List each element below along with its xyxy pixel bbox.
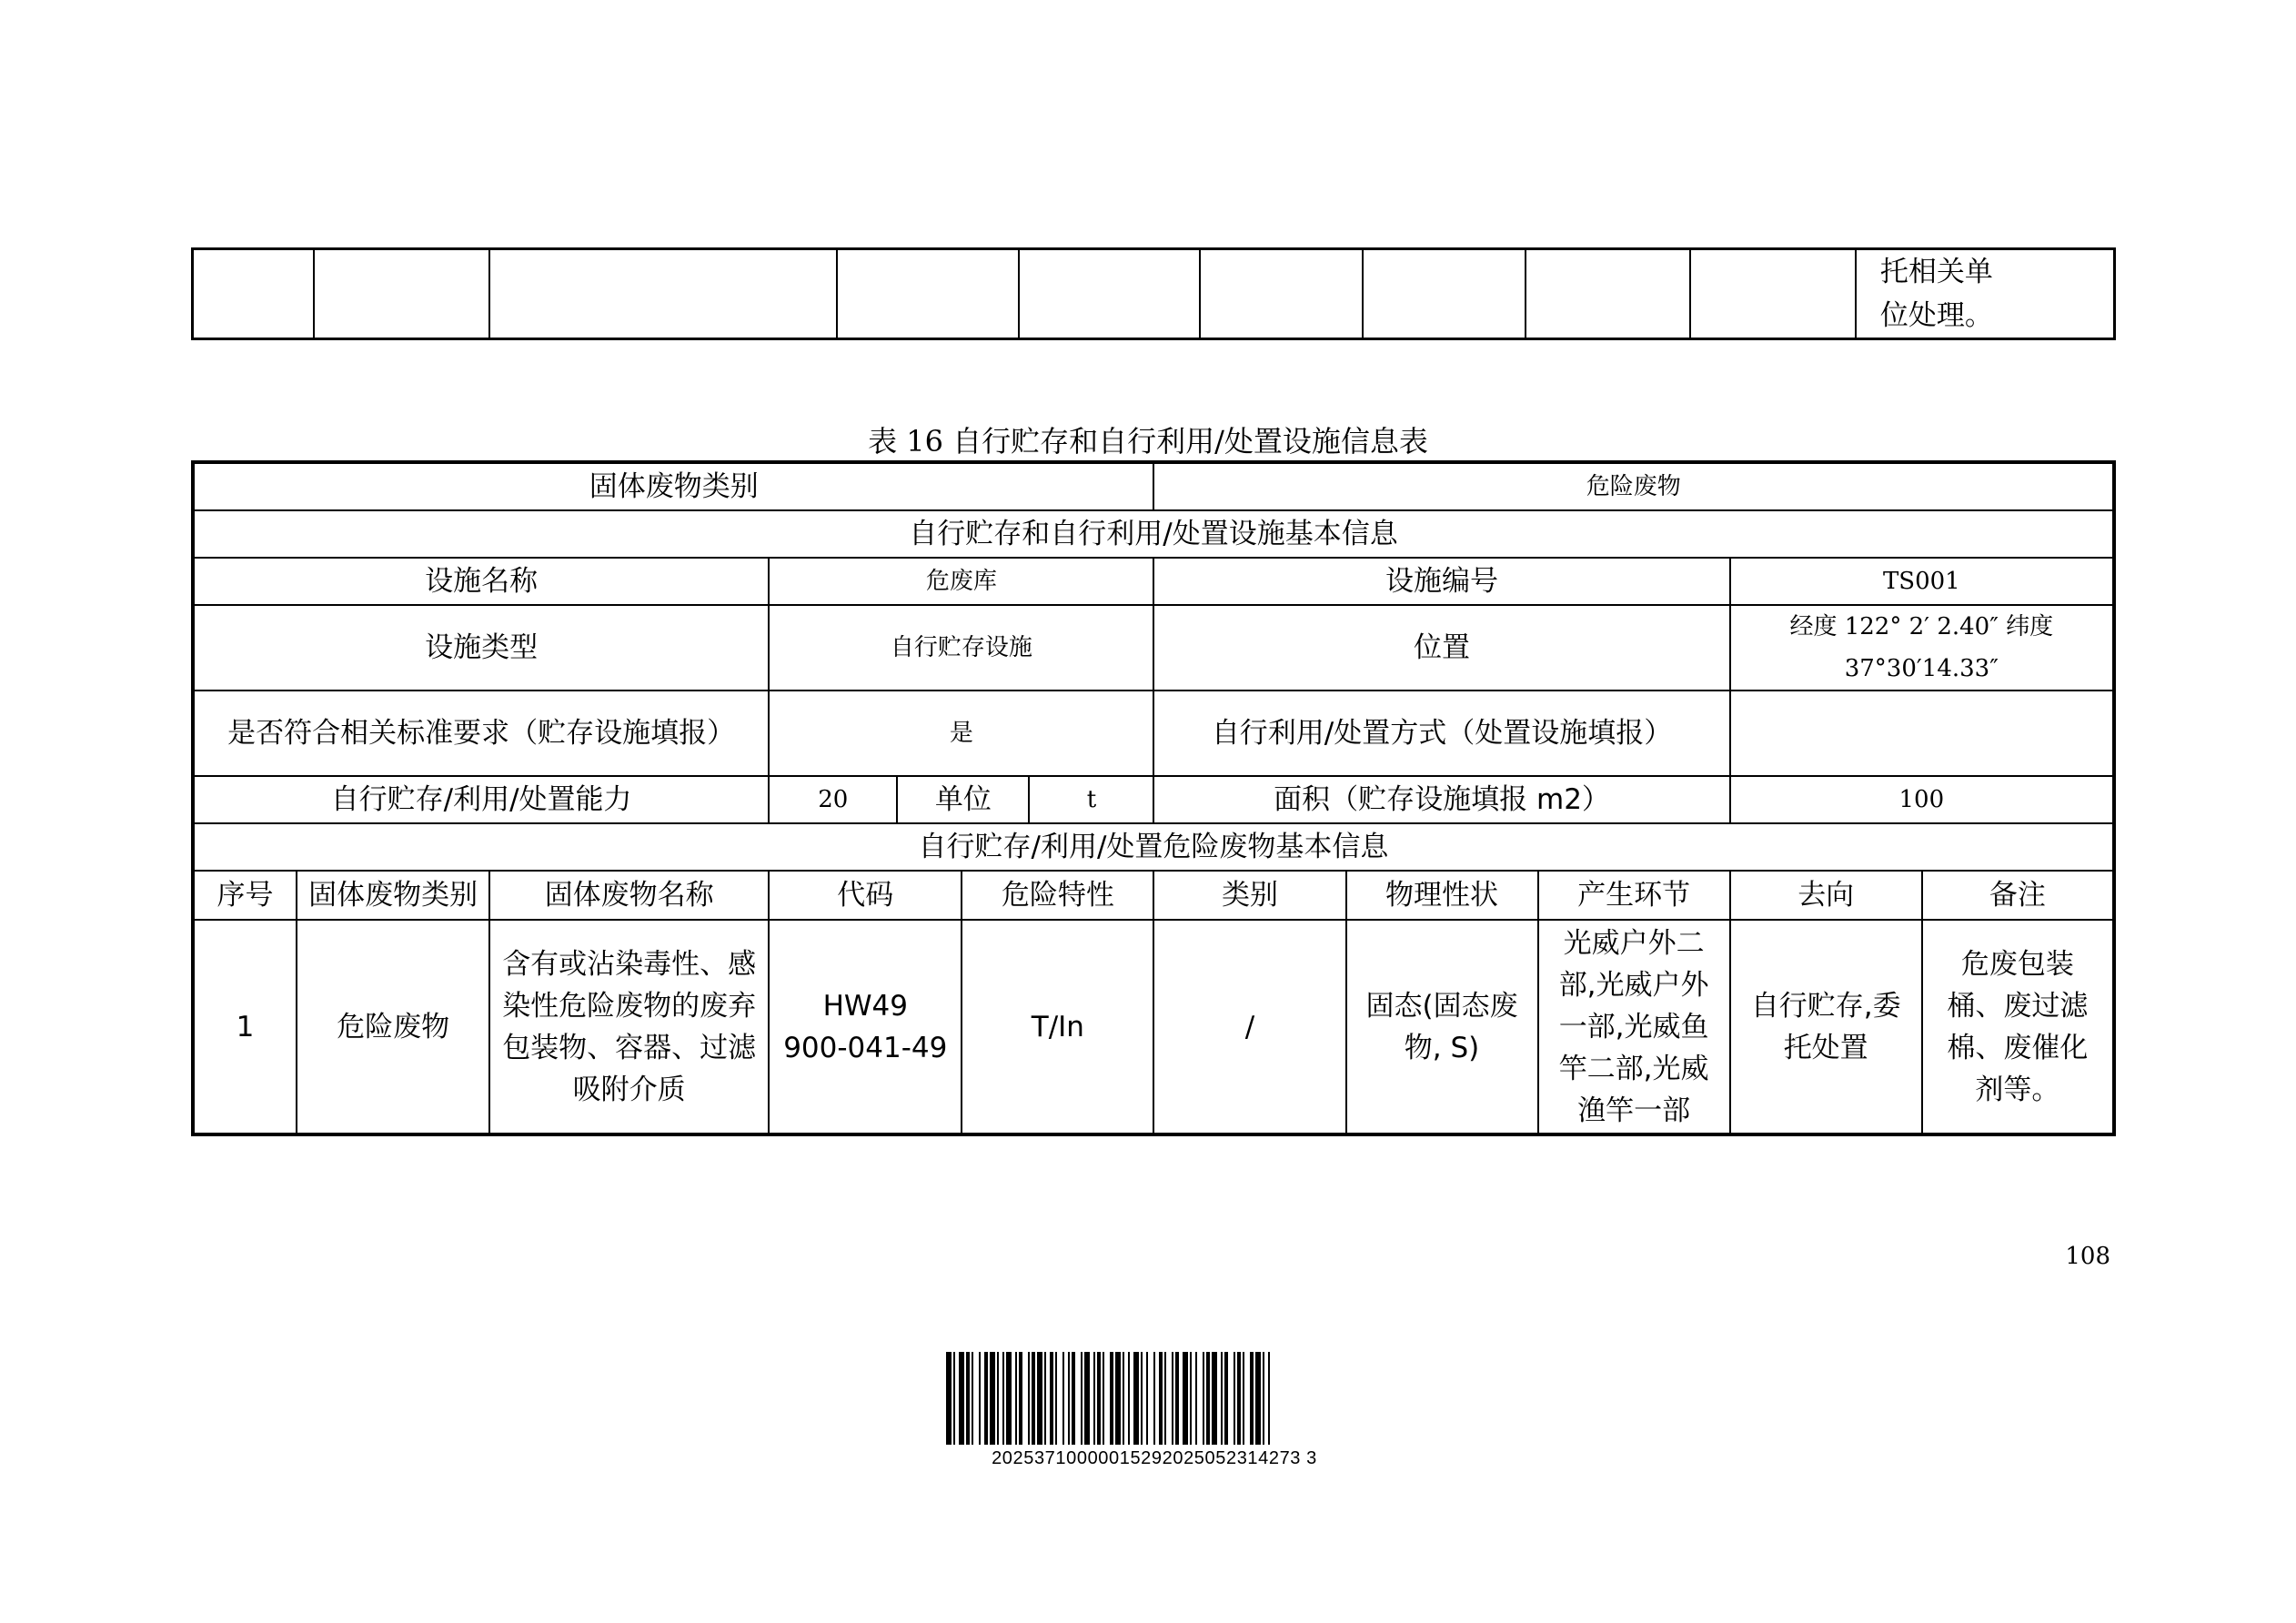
- facility-type-value: 自行贮存设施: [769, 605, 1153, 691]
- barcode-bar: [1203, 1352, 1204, 1445]
- barcode-bar: [1159, 1352, 1163, 1445]
- barcode-bar: [1093, 1352, 1095, 1445]
- table-cell: [1363, 249, 1526, 339]
- row-name: 含有或沾染毒性、感染性危险废物的废弃包装物、容器、过滤吸附介质: [489, 920, 769, 1134]
- row-class: /: [1153, 920, 1345, 1134]
- section-title-basic-info: 自行贮存和自行利用/处置设施基本信息: [193, 510, 2114, 558]
- table-cell: [1526, 249, 1691, 339]
- barcode-bar: [1146, 1352, 1148, 1445]
- facility-type-label: 设施类型: [193, 605, 769, 691]
- column-header: 产生环节: [1538, 871, 1730, 920]
- compliance-label: 是否符合相关标准要求（贮存设施填报）: [193, 691, 769, 776]
- barcode-bar: [1044, 1352, 1046, 1445]
- barcode-bar: [1190, 1352, 1192, 1445]
- row-hazard: T/In: [962, 920, 1153, 1134]
- area-label: 面积（贮存设施填报 m2）: [1153, 776, 1729, 823]
- location-value: 经度 122° 2′ 2.40″ 纬度 37°30′14.33″: [1730, 605, 2114, 691]
- capacity-label: 自行贮存/利用/处置能力: [193, 776, 769, 823]
- barcode-bar: [990, 1352, 995, 1445]
- facility-name-value: 危废库: [769, 558, 1153, 605]
- column-header: 固体废物名称: [489, 871, 769, 920]
- row-no: 1: [193, 920, 297, 1134]
- row-state: 固态(固态废物, S): [1346, 920, 1538, 1134]
- table-caption: 表 16 自行贮存和自行利用/处置设施信息表: [868, 424, 1428, 459]
- barcode-bar: [1068, 1352, 1070, 1445]
- facility-code-label: 设施编号: [1153, 558, 1729, 605]
- column-header: 序号: [193, 871, 297, 920]
- table-cell-remark: 托相关单 位处理。: [1856, 249, 2115, 339]
- unit-label: 单位: [897, 777, 1029, 822]
- barcode-bar: [1015, 1352, 1017, 1445]
- barcode-bar: [1175, 1352, 1179, 1445]
- capacity-value: 20: [770, 777, 897, 822]
- table-row: [193, 920, 2114, 1134]
- barcode-bar: [1084, 1352, 1090, 1445]
- barcode-number: 20253710000015292025052314273 3: [992, 1448, 1317, 1468]
- barcode-bar: [1062, 1352, 1064, 1445]
- barcode-bar: [997, 1352, 999, 1445]
- column-header: 去向: [1730, 871, 1922, 920]
- barcode-bar: [1128, 1352, 1130, 1445]
- barcode-bar: [1243, 1352, 1244, 1445]
- column-header: 固体废物类别: [297, 871, 489, 920]
- barcode-bar: [1055, 1352, 1057, 1445]
- barcode-bar: [1072, 1352, 1075, 1445]
- table-cell: [1019, 249, 1201, 339]
- method-value: [1730, 691, 2114, 776]
- column-header-row: [193, 871, 2114, 920]
- barcode-bar: [972, 1352, 973, 1445]
- barcode-bar: [1237, 1352, 1241, 1445]
- barcode-bar: [984, 1352, 988, 1445]
- barcode-bar: [1250, 1352, 1254, 1445]
- barcode-bar: [959, 1352, 964, 1445]
- row-code: HW49 900-041-49: [769, 920, 962, 1134]
- unit-value: t: [1086, 786, 1097, 813]
- table-cell: [1200, 249, 1363, 339]
- barcode-bar: [1081, 1352, 1083, 1445]
- page-number: 108: [2065, 1243, 2110, 1270]
- table-cell: [1690, 249, 1856, 339]
- barcode-bar: [1206, 1352, 1210, 1445]
- barcode-bar: [953, 1352, 955, 1445]
- table-cell: [837, 249, 1019, 339]
- barcode-bar: [1153, 1352, 1155, 1445]
- barcode-bar: [979, 1352, 981, 1445]
- barcode-bar: [1019, 1352, 1022, 1445]
- barcode-bar: [1164, 1352, 1166, 1445]
- barcode-bar: [1110, 1352, 1113, 1445]
- compliance-value: 是: [769, 691, 1153, 776]
- barcode-bar: [1221, 1352, 1223, 1445]
- barcode-bar: [1183, 1352, 1188, 1445]
- barcode-bar: [1195, 1352, 1197, 1445]
- barcode-bar: [966, 1352, 970, 1445]
- previous-table-continuation: [191, 247, 2116, 340]
- table-cell: [314, 249, 490, 339]
- column-header: 类别: [1153, 871, 1345, 920]
- column-header: 物理性状: [1346, 871, 1538, 920]
- barcode-bar: [946, 1352, 952, 1445]
- barcode-bar: [1212, 1352, 1217, 1445]
- barcode-bar: [1224, 1352, 1228, 1445]
- waste-category-label: 固体废物类别: [193, 462, 1153, 510]
- column-header: 备注: [1922, 871, 2114, 920]
- method-label: 自行利用/处置方式（处置设施填报）: [1153, 691, 1729, 776]
- row-category: 危险废物: [297, 920, 489, 1134]
- table-cell: [489, 249, 836, 339]
- facility-name-label: 设施名称: [193, 558, 769, 605]
- barcode-image: [946, 1352, 1363, 1445]
- row-remark: 危废包装桶、废过滤棉、废催化剂等。: [1922, 920, 2114, 1134]
- barcode-bar: [1006, 1352, 1012, 1445]
- capacity-group: [769, 776, 1153, 823]
- row-source: 光威户外二部,光威户外一部,光威鱼竿二部,光威渔竿一部: [1538, 920, 1730, 1134]
- barcode-bar: [1141, 1352, 1143, 1445]
- barcode-bar: [1123, 1352, 1124, 1445]
- row-destination: 自行贮存,委托处置: [1730, 920, 1922, 1134]
- location-label: 位置: [1153, 605, 1729, 691]
- barcode-bar: [1234, 1352, 1235, 1445]
- column-header: 代码: [769, 871, 962, 920]
- area-value: 100: [1730, 776, 2114, 823]
- barcode-bar: [1115, 1352, 1121, 1445]
- waste-category-value: 危险废物: [1153, 462, 2114, 510]
- barcode-bar: [1002, 1352, 1004, 1445]
- barcode-bar: [1172, 1352, 1173, 1445]
- barcode-bar: [1028, 1352, 1030, 1445]
- barcode-bar: [1050, 1352, 1053, 1445]
- section-title-waste-info: 自行贮存/利用/处置危险废物基本信息: [193, 823, 2114, 871]
- column-header: 危险特性: [962, 871, 1153, 920]
- barcode-bar: [1133, 1352, 1139, 1445]
- barcode-bar: [1097, 1352, 1101, 1445]
- facility-info-table: [191, 460, 2116, 1136]
- barcode-bar: [1037, 1352, 1042, 1445]
- barcode-bar: [1268, 1352, 1270, 1445]
- facility-code-value: TS001: [1730, 558, 2114, 605]
- barcode-bar: [1255, 1352, 1261, 1445]
- barcode-bar: [1032, 1352, 1035, 1445]
- barcode-bar: [1263, 1352, 1264, 1445]
- table-cell: [193, 249, 314, 339]
- barcode-bar: [1103, 1352, 1104, 1445]
